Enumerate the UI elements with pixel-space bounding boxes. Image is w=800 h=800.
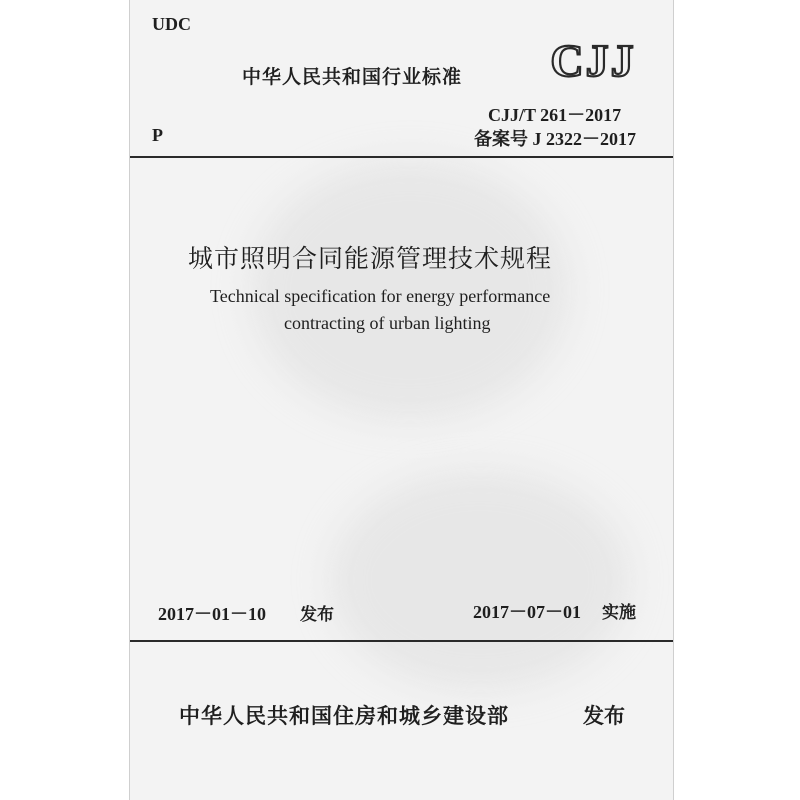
implementation-label: 实施 xyxy=(602,603,636,623)
udc-label: UDC xyxy=(152,14,191,34)
publish-label: 发布 xyxy=(583,704,625,728)
title-english-line2: contracting of urban lighting xyxy=(284,313,491,333)
issue-date: 2017－01－10 xyxy=(158,604,266,624)
cjj-logo-icon xyxy=(541,34,645,82)
watermark-emblem xyxy=(330,470,630,690)
classification-code: P xyxy=(152,125,163,145)
publisher-name: 中华人民共和国住房和城乡建设部 xyxy=(179,704,509,728)
book-cover xyxy=(129,0,674,800)
header-divider xyxy=(130,156,673,158)
industry-standard-label: 中华人民共和国行业标准 xyxy=(242,66,463,88)
implementation-date: 2017－07－01 xyxy=(473,602,581,622)
svg-text:CJJ: CJJ xyxy=(550,35,636,82)
title-english-line1: Technical specification for energy performance xyxy=(210,286,551,306)
footer-divider xyxy=(130,640,673,642)
standard-number: CJJ/T 261－2017 xyxy=(488,105,622,125)
issue-label: 发布 xyxy=(300,605,334,625)
title-chinese: 城市照明合同能源管理技术规程 xyxy=(188,244,553,273)
record-number: 备案号 J 2322－2017 xyxy=(474,129,636,149)
